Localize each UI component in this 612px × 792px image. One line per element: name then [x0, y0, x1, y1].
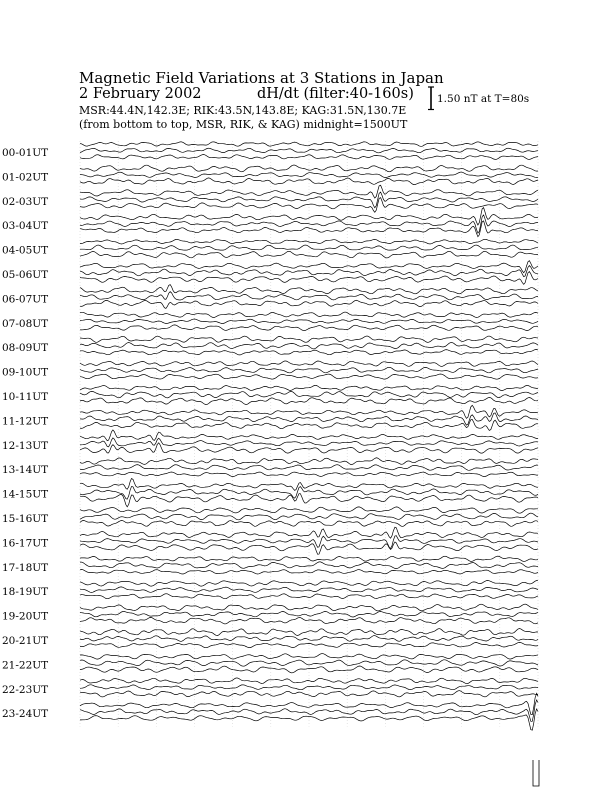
- hour-row: [2, 312, 538, 331]
- component-label: dH/dt (filter:40-160s): [257, 86, 414, 102]
- hour-label: 03-04UT: [2, 220, 49, 233]
- hour-row: [2, 527, 538, 554]
- hour-row: [2, 336, 538, 355]
- trace-kag: [80, 629, 538, 636]
- hour-row: [2, 185, 538, 212]
- trace-rik: [80, 438, 538, 447]
- hour-row: [2, 629, 538, 648]
- hour-row: [2, 580, 538, 598]
- hour-label: 15-16UT: [2, 513, 49, 525]
- trace-rik: [80, 367, 538, 373]
- hour-row: [2, 556, 538, 574]
- hour-label: 05-06UT: [2, 269, 49, 281]
- trace-rik: [80, 700, 538, 721]
- hour-label: 10-11UT: [2, 391, 49, 403]
- hour-label: 02-03UT: [2, 195, 49, 208]
- trace-msr: [80, 300, 538, 308]
- hour-label: 20-21UT: [2, 635, 49, 647]
- hour-label: 12-13UT: [2, 439, 49, 452]
- hour-row: [2, 285, 538, 309]
- hour-label: 13-14UT: [2, 464, 49, 477]
- hour-row: [2, 693, 538, 730]
- hour-row: [2, 458, 538, 477]
- stack-order-note: (from bottom to top, MSR, RIK, & KAG) midnight=1500UT: [79, 118, 408, 131]
- trace-kag: [80, 385, 538, 390]
- hour-label: 17-18UT: [2, 561, 49, 574]
- figure-title: Magnetic Field Variations at 3 Stations in Japan: [79, 69, 444, 87]
- hour-label: 01-02UT: [2, 171, 49, 184]
- hour-row: [2, 208, 538, 237]
- hour-label: 04-05UT: [2, 244, 49, 257]
- hour-row: [2, 654, 538, 673]
- hour-row: [2, 385, 538, 404]
- figure-date: 2 February 2002: [79, 86, 202, 102]
- hour-label: 18-19UT: [2, 586, 49, 599]
- trace-rik: [80, 292, 538, 300]
- hour-row: [2, 479, 538, 507]
- hour-row: [2, 361, 538, 379]
- hour-label: 22-23UT: [2, 683, 49, 696]
- scale-bar: [428, 87, 434, 110]
- hour-label: 07-08UT: [2, 317, 49, 330]
- hour-row: [2, 239, 538, 258]
- trace-excursion: [533, 760, 539, 786]
- hour-row: [2, 405, 538, 430]
- hour-label: 16-17UT: [2, 537, 49, 550]
- hour-row: [2, 604, 538, 624]
- hour-row: [2, 507, 538, 527]
- hour-row: [2, 261, 538, 285]
- hour-row: [2, 430, 538, 453]
- trace-kag: [80, 458, 538, 465]
- hour-row: [2, 142, 538, 160]
- trace-rik: [80, 148, 538, 153]
- station-coordinates: MSR:44.4N,142.3E; RIK:43.5N,143.8E; KAG:31.5N,130.7E: [79, 104, 407, 117]
- hour-label: 14-15UT: [2, 488, 49, 501]
- hour-label: 19-20UT: [2, 610, 49, 623]
- trace-kag: [80, 185, 538, 198]
- hour-label: 00-01UT: [2, 147, 49, 159]
- hour-label: 21-22UT: [2, 659, 49, 672]
- trace-kag: [80, 312, 538, 317]
- hour-label: 23-24UT: [2, 708, 49, 721]
- hour-label: 08-09UT: [2, 342, 49, 355]
- trace-msr: [80, 397, 538, 404]
- hour-row: [2, 678, 538, 697]
- hour-label: 06-07UT: [2, 293, 49, 306]
- hour-row: [2, 165, 538, 185]
- hour-label: 09-10UT: [2, 366, 49, 379]
- scale-bar-label: 1.50 nT at T=80s: [437, 93, 530, 105]
- hour-label: 11-12UT: [2, 415, 49, 428]
- hour-rows: [2, 142, 539, 786]
